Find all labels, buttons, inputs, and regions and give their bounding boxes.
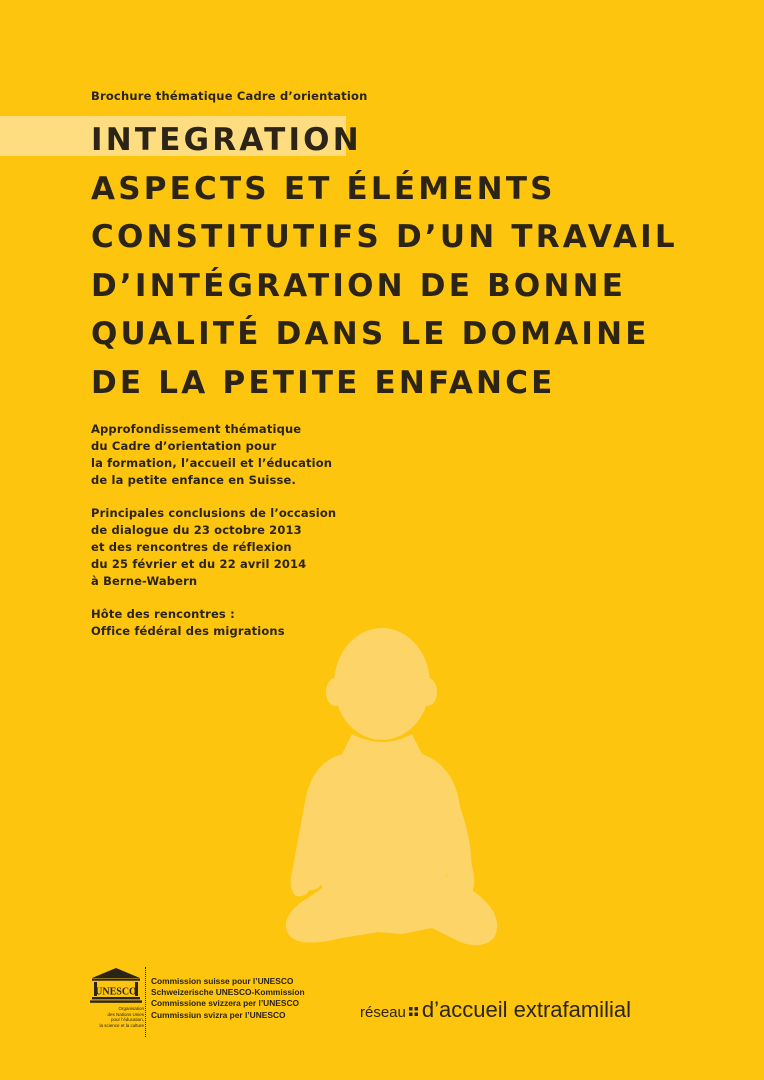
description-line: Approfondissement thématique [91, 422, 302, 436]
commission-line: Commission suisse pour l’UNESCO [151, 976, 294, 986]
unesco-tagline-line: pour l’éducation, [110, 1017, 144, 1022]
description-line: Hôte des rencontres : [91, 607, 235, 621]
network-prefix: réseau [360, 1004, 406, 1021]
main-title [91, 116, 731, 407]
title-line: ASPECTS ET ÉLÉMENTS [91, 170, 556, 207]
commission-line: Commissione svizzera per l’UNESCO [151, 998, 300, 1009]
unesco-divider [145, 967, 146, 1037]
description-line: la formation, l’accueil et l’éducation [91, 456, 333, 470]
network-name: d’accueil extrafamilial [421, 997, 631, 1022]
baby-silhouette-icon [282, 626, 502, 951]
network-logo [360, 997, 631, 1023]
unesco-logo-word: UNESCO [95, 986, 137, 998]
commission-line: Schweizerische UNESCO-Kommission [151, 987, 305, 998]
series-label: Brochure thématique Cadre d’orientation [91, 89, 368, 103]
unesco-tagline [88, 1006, 144, 1028]
description-line: de dialogue du 23 octobre 2013 [91, 523, 302, 537]
unesco-tagline-line: des Nations Unies [107, 1011, 144, 1017]
commission-line: Cummissiun svizra per l’UNESCO [151, 1009, 286, 1020]
description-line: Principales conclusions de l’occasion [91, 506, 337, 520]
four-dots-icon [408, 1006, 419, 1018]
description-line: du 25 février et du 22 avril 2014 [91, 557, 307, 571]
description-line: et des rencontres de réflexion [91, 540, 292, 554]
description-line: à Berne-Wabern [91, 574, 198, 588]
description-line: du Cadre d’orientation pour [91, 439, 277, 453]
title-line: CONSTITUTIFS D’UN TRAVAIL [91, 219, 678, 255]
title-line: INTEGRATION [91, 122, 362, 158]
title-line: QUALITÉ DANS LE DOMAINE [91, 316, 650, 352]
description-line: de la petite enfance en Suisse. [91, 473, 296, 487]
title-line: D’INTÉGRATION DE BONNE [91, 267, 627, 304]
title-line: DE LA PETITE ENFANCE [91, 364, 556, 401]
unesco-commissions [151, 976, 305, 1021]
unesco-tagline-line: Organisation [118, 1006, 144, 1011]
conclusions-paragraph [91, 505, 411, 590]
unesco-tagline-line: la science et la culture [99, 1022, 144, 1028]
description-paragraph [91, 421, 411, 489]
description-line: Office fédéral des migrations [91, 624, 285, 638]
